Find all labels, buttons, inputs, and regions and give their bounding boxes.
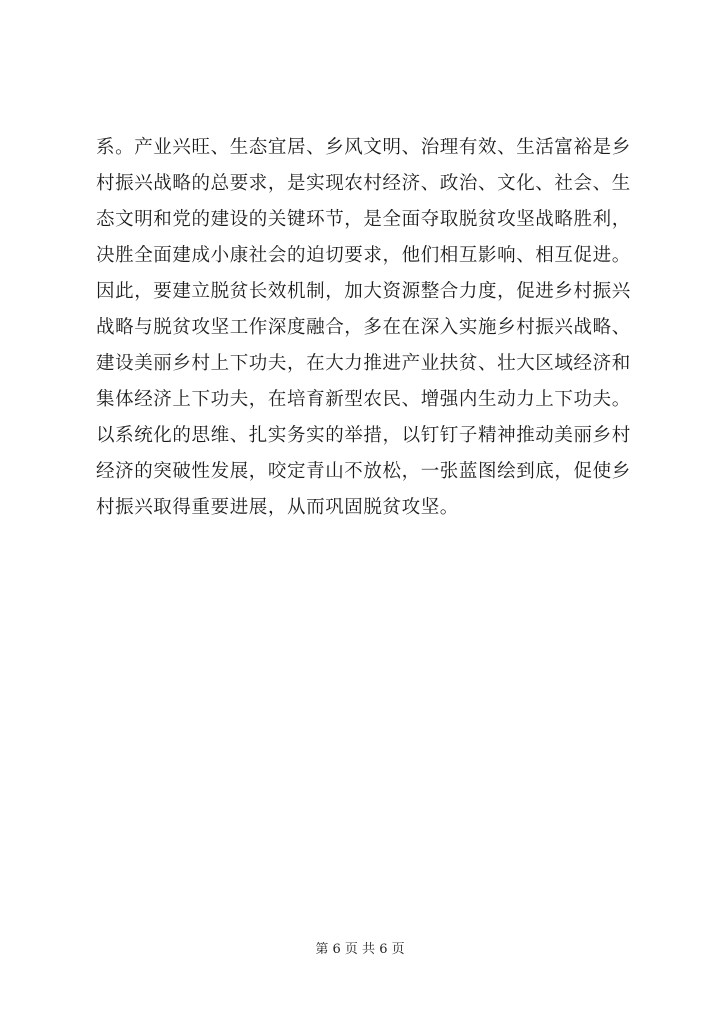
text-line: 集体经济上下功夫，在培育新型农民、增强内生动力上下功夫。 [96,389,631,410]
text-line: 战略与脱贫攻坚工作深度融合，多在在深入实施乡村振兴战略、 [96,317,631,338]
text-line: 村振兴取得重要进展，从而巩固脱贫攻坚。 [96,497,459,518]
text-line: 村振兴战略的总要求，是实现农村经济、政治、文化、社会、生 [96,173,631,194]
text-line: 建设美丽乡村上下功夫，在大力推进产业扶贫、壮大区域经济和 [96,353,631,374]
page-number-footer: 第 6 页 共 6 页 [315,942,405,957]
text-line: 系。产业兴旺、生态宜居、乡风文明、治理有效、生活富裕是乡 [96,137,631,158]
text-line: 因此，要建立脱贫长效机制，加大资源整合力度，促进乡村振兴 [96,281,631,302]
body-paragraph [96,130,656,526]
text-line: 以系统化的思维、扎实务实的举措，以钉钉子精神推动美丽乡村 [96,425,631,446]
text-line: 经济的突破性发展，咬定青山不放松，一张蓝图绘到底，促使乡 [96,461,631,482]
text-line: 态文明和党的建设的关键环节，是全面夺取脱贫攻坚战略胜利， [96,209,631,230]
text-line: 决胜全面建成小康社会的迫切要求，他们相互影响、相互促进。 [96,245,631,266]
